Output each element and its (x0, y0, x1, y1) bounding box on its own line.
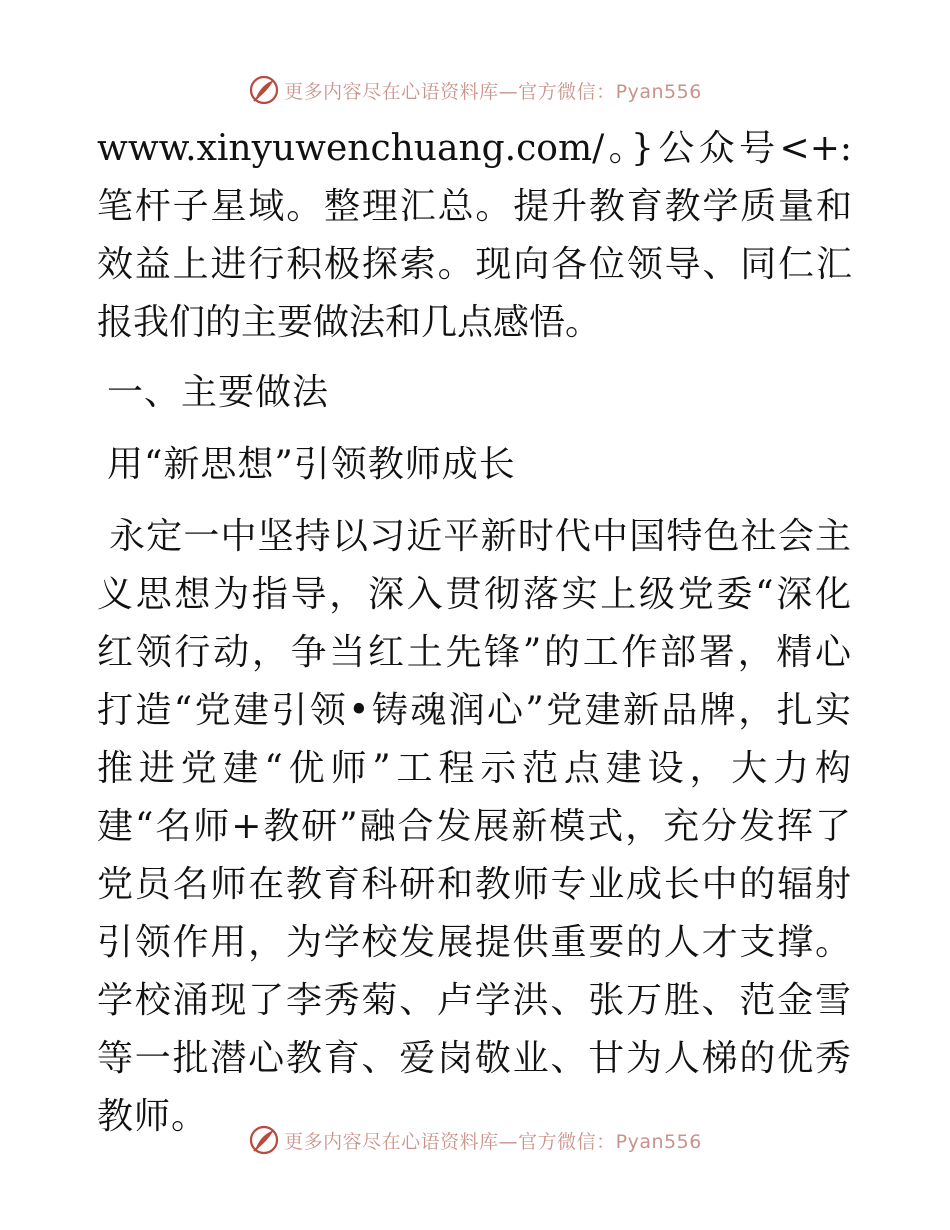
feather-logo-icon (248, 74, 280, 106)
feather-logo-icon (248, 1124, 280, 1156)
header-watermark-banner (0, 70, 950, 110)
header-watermark-text: 更多内容尽在心语资料库—官方微信：Pyan556 (284, 80, 702, 103)
body-paragraph: 永定一中坚持以习近平新时代中国特色社会主义思想为指导，深入贯彻落实上级党委“深化红领行动，争当红土先锋”的工作部署，精心打造“党建引领•铸魂润心”党建新品牌，扎实推进党建“优师”工程示范点建设，大力构建“名师+教研”融合发展新模式，充分发挥了党员名师在教育科研和教师专业成长中的辐射引领作用，为学校发展提供重要的人才支撑。学校涌现了李秀菊、卢学洪、张万胜、范金雪等一批潜心教育、爱岗敬业、甘为人梯的优秀教师。 (97, 516, 852, 1137)
subsection-heading: 用“新思想”引领教师成长 (107, 444, 516, 485)
intro-paragraph: www.xinyuwenchuang.com/。}公众号<+: 笔杆子星域。整理汇总。提升教育教学质量和效益上进行积极探索。现向各位领导、同仁汇报我们的主要做法和几点感悟。 (97, 128, 852, 343)
footer-watermark-banner (0, 1120, 950, 1160)
section-heading: 一、主要做法 (107, 372, 330, 413)
document-body (97, 120, 852, 1146)
footer-watermark-text: 更多内容尽在心语资料库—官方微信：Pyan556 (284, 1130, 702, 1153)
